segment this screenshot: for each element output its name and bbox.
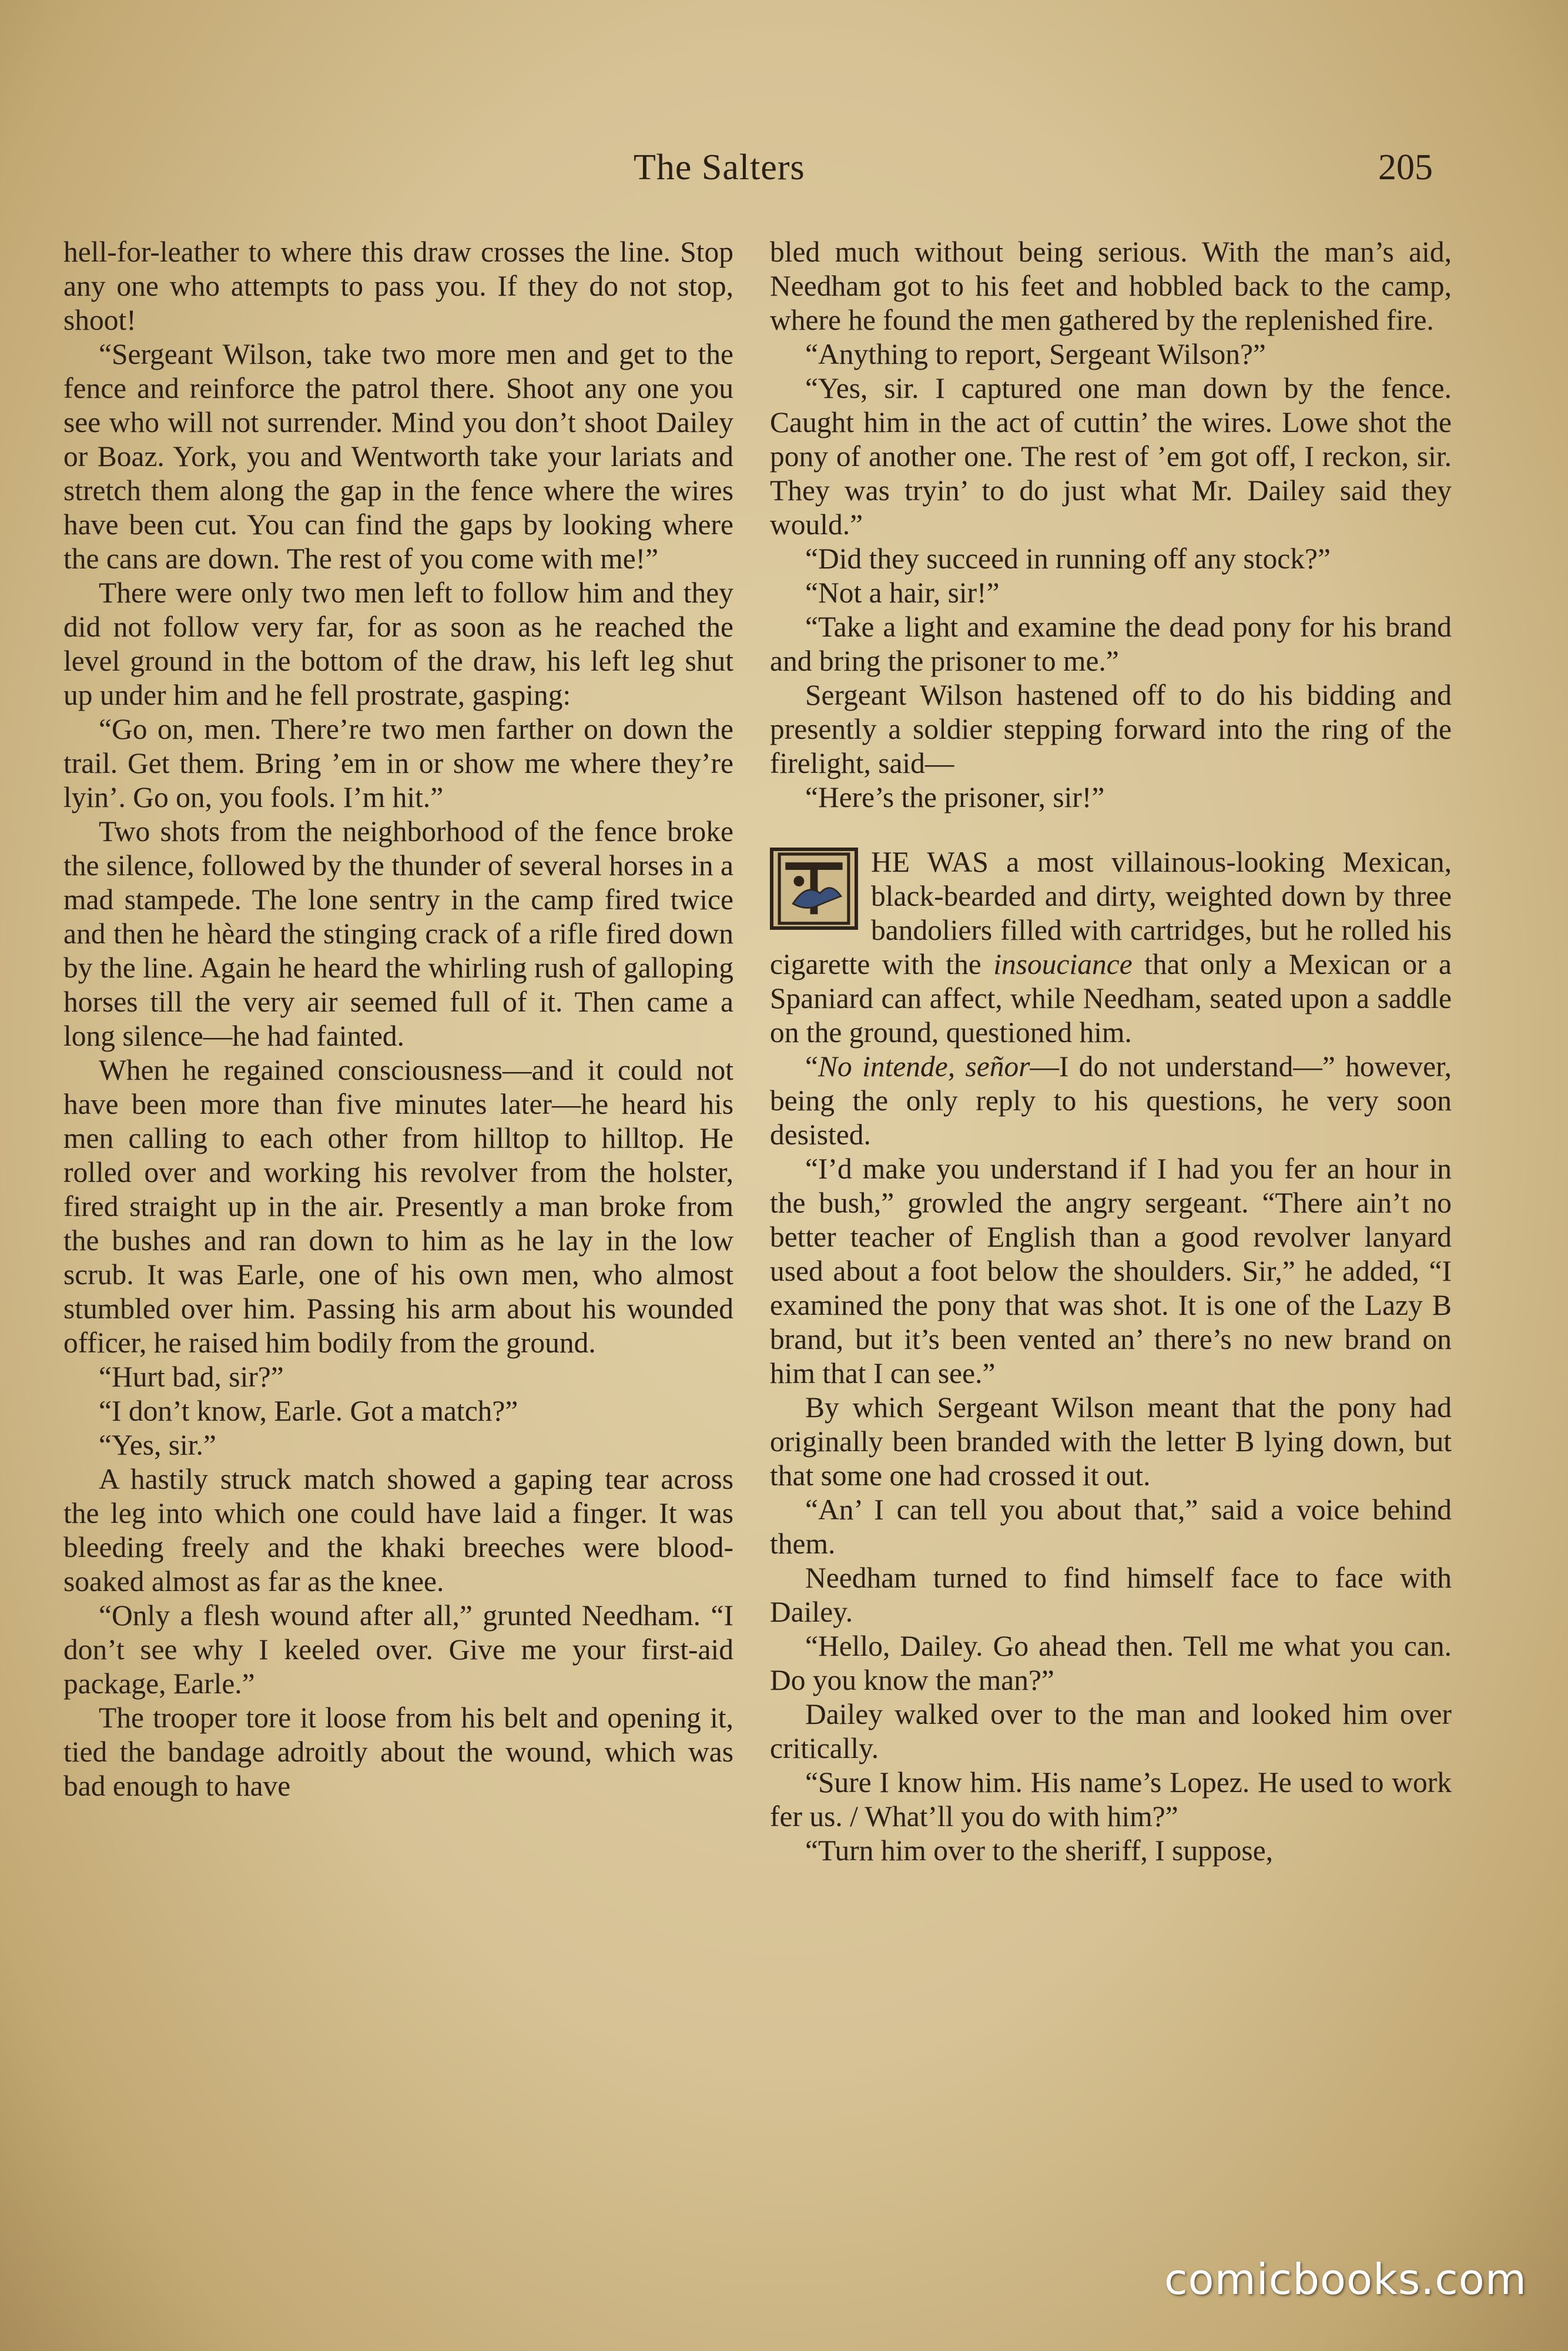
paragraph: “Hurt bad, sir?” — [99, 1361, 284, 1393]
paragraph: “An’ I can tell you about that,” said a voice behind them. — [770, 1493, 1452, 1560]
paragraph: hell-for-leather to where this draw crosses the line. Stop any one who attempts to pass you. If they do not stop, shoot! — [63, 236, 733, 336]
paragraph: “Only a flesh wound after all,” grunted Needham. “I don’t see why I keeled over. Give me your first-aid package, Earle.” — [63, 1599, 733, 1700]
paragraph: By which Sergeant Wilson meant that the pony had originally been branded with the letter B lying down, but that some one had crossed it out. — [770, 1391, 1452, 1492]
paragraph: There were only two men left to follow him and they did not follow very far, for as soon as he reached the level ground in the bottom of the draw, his left leg shut up under him and he fell prostrate, gasping: — [63, 577, 733, 711]
paragraph: Needham turned to find himself face to face with Dailey. — [770, 1562, 1452, 1628]
page-header — [0, 147, 1568, 200]
page-number: 205 — [1378, 148, 1433, 187]
paragraph: “Yes, sir.” — [99, 1429, 216, 1461]
paragraph: The trooper tore it loose from his belt and opening it, tied the bandage adroitly about the wound, which was bad enough to have — [63, 1702, 733, 1802]
paragraph: “Did they succeed in running off any stock?” — [805, 542, 1331, 575]
drop-paragraph-lead: HE WAS a most villainous-looking Mexican, black-bearded and dirty, weighted down by three bandoliers filled with cartridges, but he rolled his cigarette with the — [770, 846, 1452, 980]
watermark: comicbooks.com — [1164, 2255, 1527, 2304]
paragraph: “Sure I know him. His name’s Lopez. He used to work fer us. / What’ll you do with him?” — [770, 1766, 1452, 1833]
drop-cap-paragraph — [770, 845, 1452, 1050]
right-column — [770, 235, 1452, 1868]
open-quote: “ — [805, 1050, 818, 1083]
spanish-paragraph — [770, 1050, 1452, 1152]
paragraph: Two shots from the neighborhood of the fence broke the silence, followed by the thunder of several horses in a mad stampede. The lone sentry in the camp fired twice and then he hèard the stinging crack of a rifle fired down by the line. Again he heard the whirling rush of galloping horses till the very air seemed full of it. Then came a long silence—he had fainted. — [63, 815, 733, 1052]
paragraph: “Here’s the prisoner, sir!” — [805, 781, 1105, 813]
paragraph: “Turn him over to the sheriff, I suppose, — [805, 1834, 1274, 1867]
italic-phrase: No intende, señor — [817, 1050, 1030, 1083]
paragraph: “I’d make you understand if I had you fer an hour in the bush,” growled the angry sergeant. “There ain’t no better teacher of English than a good revolver lanyard used about a foot below the shoulders. Sir,” he added, “I examined the pony that was shot. It is one of the Lazy B brand, but it’s been vented an’ there’s no new brand on him that I can see.” — [770, 1153, 1452, 1389]
running-title: The Salters — [634, 148, 805, 187]
paragraph: A hastily struck match showed a gaping tear across the leg into which one could have laid a finger. It was bleeding freely and the khaki breeches were blood-soaked almost as far as the knee. — [63, 1463, 733, 1598]
paragraph: “Sergeant Wilson, take two more men and get to the fence and reinforce the patrol there. Shoot any one you see who will not surrender. Mind you don’t shoot Dailey or Boaz. York, you and Wentworth take your lariats and stretch them along the gap in the fence where the wires have been cut. You can find the gaps by looking where the cans are down. The rest of you come with me!” — [63, 338, 733, 575]
paragraph: “Go on, men. There’re two men farther on down the trail. Get them. Bring ’em in or show me where they’re lyin’. Go on, you fools. I’m hit.” — [63, 713, 733, 813]
left-column — [63, 235, 733, 1803]
italic-word: insouciance — [993, 948, 1133, 980]
paragraph: Dailey walked over to the man and looked him over critically. — [770, 1698, 1452, 1764]
paragraph: bled much without being serious. With the man’s aid, Needham got to his feet and hobbled back to the camp, where he found the men gathered by the replenished fire. — [770, 236, 1452, 336]
paragraph: Sergeant Wilson hastened off to do his bidding and presently a soldier stepping forward into the ring of the firelight, said— — [770, 679, 1452, 779]
paragraph: “Anything to report, Sergeant Wilson?” — [805, 338, 1266, 370]
paragraph: “I don’t know, Earle. Got a match?” — [99, 1395, 518, 1427]
spanish-paragraph-tail: —I do not understand—” however, being the only reply to his questions, he very soon desisted. — [770, 1050, 1452, 1151]
paragraph: “Take a light and examine the dead pony for his brand and bring the prisoner to me.” — [770, 611, 1452, 677]
drop-paragraph-tail: that only a Mexican or a Spaniard can affect, while Needham, seated upon a saddle on the ground, questioned him. — [770, 948, 1452, 1049]
paragraph: “Not a hair, sir!” — [805, 577, 1000, 609]
paragraph: “Yes, sir. I captured one man down by the fence. Caught him in the act of cuttin’ the wires. Lowe shot the pony of another one. The rest of ’em got off, I reckon, sir. They was tryin’ to do just what Mr. Dailey said they would.” — [770, 372, 1452, 541]
paragraph: “Hello, Dailey. Go ahead then. Tell me what you can. Do you know the man?” — [770, 1630, 1452, 1696]
paragraph: When he regained consciousness—and it could not have been more than five minutes later—he heard his men calling to each other from hilltop to hilltop. He rolled over and working his revolver from the holster, fired straight up in the air. Presently a man broke from the bushes and ran down to him as he lay in the low scrub. It was Earle, one of his own men, who almost stumbled over him. Passing his arm about his wounded officer, he raised him bodily from the ground. — [63, 1054, 733, 1359]
decorative-drop-cap-icon — [770, 848, 858, 930]
